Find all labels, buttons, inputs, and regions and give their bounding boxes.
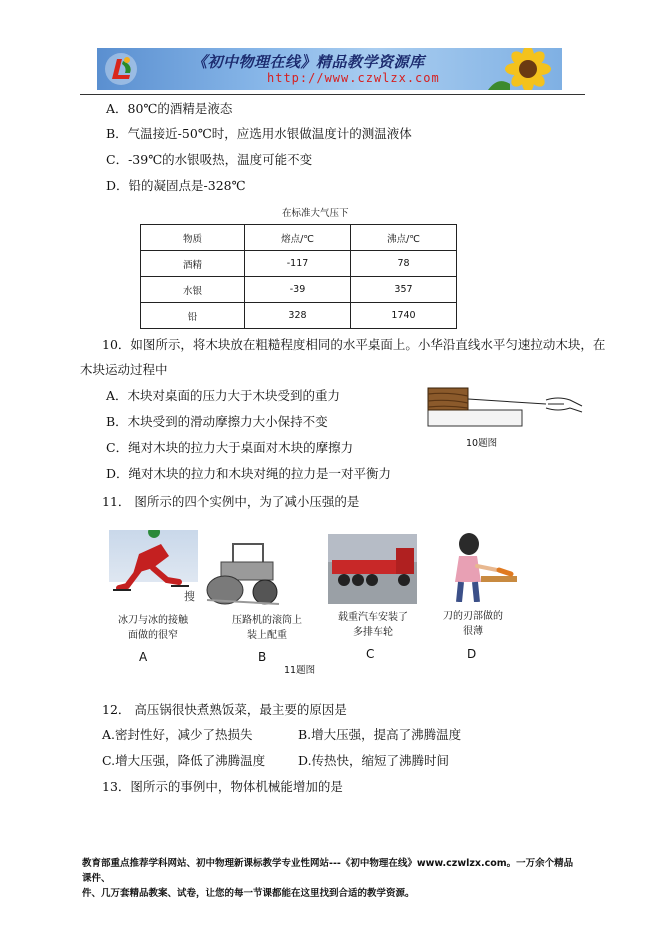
q11-caption-d xyxy=(418,609,528,639)
q12-option-a: A.密封性好，减少了热损失 xyxy=(102,727,253,742)
q11-caption-b xyxy=(212,613,322,643)
q9-option-b: B．气温接近-50℃时，应选用水银做温度计的测温液体 xyxy=(106,126,412,141)
image-watermark: 搜 xyxy=(184,590,195,603)
q12-option-c: C.增大压强，降低了沸腾温度 xyxy=(102,753,266,768)
q10-option-c: C．绳对木块的拉力大于桌面对木块的摩擦力 xyxy=(106,440,354,455)
q10-stem-line2: 木块运动过程中 xyxy=(80,362,168,377)
table-row xyxy=(141,303,457,329)
banner-title: 《初中物理在线》精品教学资源库 xyxy=(192,53,425,71)
footer-line: 件、几万套精品教案、试卷，让您的每一节课都能在这里找到合适的教学资源。 xyxy=(82,888,415,899)
melting-boiling-table xyxy=(140,224,457,329)
q10-figure-block-pull xyxy=(424,382,586,434)
caption-line: 很薄 xyxy=(463,626,483,637)
caption-line: 装上配重 xyxy=(247,630,287,641)
table-cell: 78 xyxy=(351,251,457,277)
q9-option-a: A．80℃的酒精是液态 xyxy=(106,101,233,116)
q12-option-b: B.增大压强，提高了沸腾温度 xyxy=(298,727,462,742)
footer-line: 教育部重点推荐学科网站、初中物理新课标教学专业性网站---《初中物理在线》www.czwlzx.com。一万余个精品课件、 xyxy=(82,858,574,884)
q9-option-d: D．铅的凝固点是-328℃ xyxy=(106,178,246,193)
q10-stem-line1: 10．如图所示，将木块放在粗糙程度相同的水平桌面上。小华沿直线水平匀速拉动木块，在 xyxy=(102,337,606,352)
table-cell: 酒精 xyxy=(141,251,245,277)
caption-line: 冰刀与冰的接触 xyxy=(118,615,188,626)
table-cell: 1740 xyxy=(351,303,457,329)
site-logo-icon xyxy=(103,51,139,87)
q11-figure-label: 11题图 xyxy=(284,665,316,676)
table-header-cell: 沸点/℃ xyxy=(351,225,457,251)
q12-stem: 12． 高压锅很快煮熟饭菜，最主要的原因是 xyxy=(102,702,347,717)
caption-line: 多排车轮 xyxy=(353,627,393,638)
q11-image-d xyxy=(437,530,520,602)
table-cell: 铅 xyxy=(141,303,245,329)
table-header-cell: 物质 xyxy=(141,225,245,251)
table-cell: -117 xyxy=(245,251,351,277)
q10-option-a: A．木块对桌面的压力大于木块受到的重力 xyxy=(106,388,341,403)
table-cell: 水银 xyxy=(141,277,245,303)
table-cell: 357 xyxy=(351,277,457,303)
q11-image-b xyxy=(203,538,283,608)
q10-option-b: B．木块受到的滑动摩擦力大小保持不变 xyxy=(106,414,328,429)
q12-option-d: D.传热快，缩短了沸腾时间 xyxy=(298,753,450,768)
q11-image-a xyxy=(109,530,198,606)
header-divider xyxy=(80,94,585,95)
sunflower-icon xyxy=(488,48,558,90)
q11-letter-b: B xyxy=(258,650,267,664)
q11-image-c xyxy=(328,534,417,604)
road-roller-icon xyxy=(203,538,283,608)
caption-line: 载重汽车安装了 xyxy=(338,612,408,623)
caption-line: 压路机的滚筒上 xyxy=(232,615,302,626)
table-cell: 328 xyxy=(245,303,351,329)
q9-option-c: C．-39℃的水银吸热，温度可能不变 xyxy=(106,152,313,167)
q11-caption-a xyxy=(98,613,208,643)
q13-stem: 13．图所示的事例中，物体机械能增加的是 xyxy=(102,779,343,794)
q11-letter-c: C xyxy=(366,647,375,661)
table-row xyxy=(141,251,457,277)
q11-caption-c xyxy=(318,610,428,640)
table-header-cell: 熔点/℃ xyxy=(245,225,351,251)
table-cell: -39 xyxy=(245,277,351,303)
table-header-row xyxy=(141,225,457,251)
caption-line: 面做的很窄 xyxy=(128,630,178,641)
header-banner xyxy=(97,48,562,90)
page-footer xyxy=(82,856,582,901)
caption-line: 刀的刃部做的 xyxy=(443,611,503,622)
table-row xyxy=(141,277,457,303)
q11-letter-a: A xyxy=(139,650,148,664)
q10-option-d: D．绳对木块的拉力和木块对绳的拉力是一对平衡力 xyxy=(106,466,392,481)
q10-figure-label: 10题图 xyxy=(466,438,498,449)
table-caption: 在标准大气压下 xyxy=(282,208,349,219)
woman-cutting-icon xyxy=(437,530,520,602)
q11-letter-d: D xyxy=(467,647,477,661)
q11-stem: 11． 图所示的四个实例中，为了减小压强的是 xyxy=(102,494,360,509)
heavy-truck-icon xyxy=(328,534,417,604)
banner-url[interactable]: http://www.czwlzx.com xyxy=(267,71,440,85)
